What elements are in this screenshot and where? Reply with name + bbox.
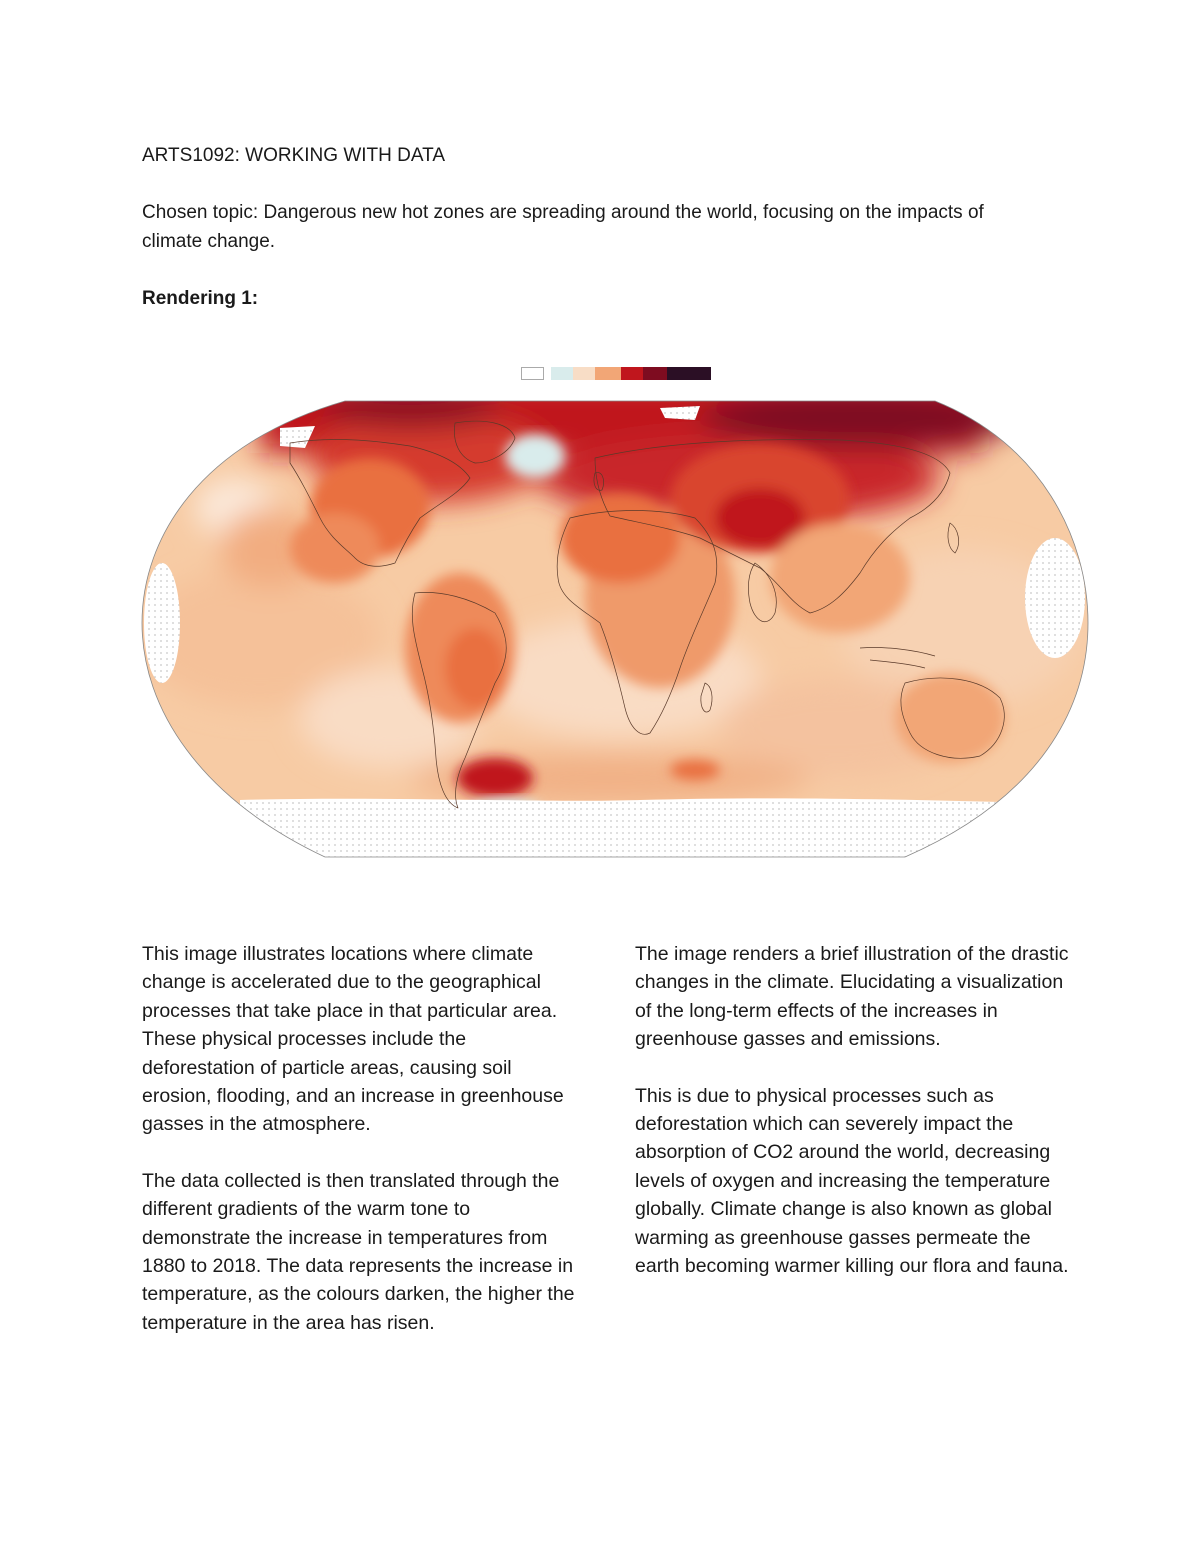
right-column	[635, 940, 1075, 1308]
course-title: ARTS1092: WORKING WITH DATA	[142, 145, 445, 166]
legend-swatch-2	[573, 367, 595, 380]
pacific-nodata-west	[144, 563, 180, 683]
temperature-legend-bar	[521, 367, 711, 380]
pacific-nodata-east	[1025, 538, 1085, 658]
legend-swatch-3	[595, 367, 621, 380]
map-surface	[140, 398, 1090, 860]
new-zealand-outline	[1043, 753, 1052, 778]
left-paragraph-1: This image illustrates locations where climate change is accelerated due to the geographical processes that take place in that particular area. These physical processes include the deforestation of particle areas, causing soil erosion, flooding, and an increase in greenhouse gasses in the atmosphere.	[142, 943, 564, 1136]
temperature-anomaly-world-map	[140, 398, 1090, 860]
legend-swatch-4	[621, 367, 643, 380]
left-column	[142, 940, 582, 1365]
chosen-topic: Chosen topic: Dangerous new hot zones are spreading around the world, focusing on the impacts of climate change.	[142, 202, 984, 252]
greenland-nodata-patch	[660, 406, 700, 420]
right-paragraph-1: The image renders a brief illustration of the drastic changes in the climate. Elucidating a visualization of the long-term effects of the increases in greenhouse gasses and emissions.	[635, 943, 1069, 1051]
legend-swatch-1	[551, 367, 573, 380]
left-paragraph-2: The data collected is then translated through the different gradients of the warm tone to demonstrate the increase in temperatures from 1880 to 2018. The data represents the increase in temperature, as the colours darken, the higher the temperature in the area has risen.	[142, 1169, 575, 1334]
legend-swatch-5	[643, 367, 667, 380]
antarctica-nodata	[240, 798, 1040, 860]
legend-swatch-nodata	[522, 368, 544, 380]
legend-swatch-6	[667, 367, 711, 380]
rendering-heading: Rendering 1:	[142, 288, 259, 309]
right-paragraph-2: This is due to physical processes such as deforestation which can severely impact the absorption of CO2 around the world, decreasing levels of oxygen and increasing the temperature globally. Climate change is also known as global warming as greenhouse gasses permeate the earth becoming warmer killing our flora and fauna.	[635, 1084, 1069, 1278]
